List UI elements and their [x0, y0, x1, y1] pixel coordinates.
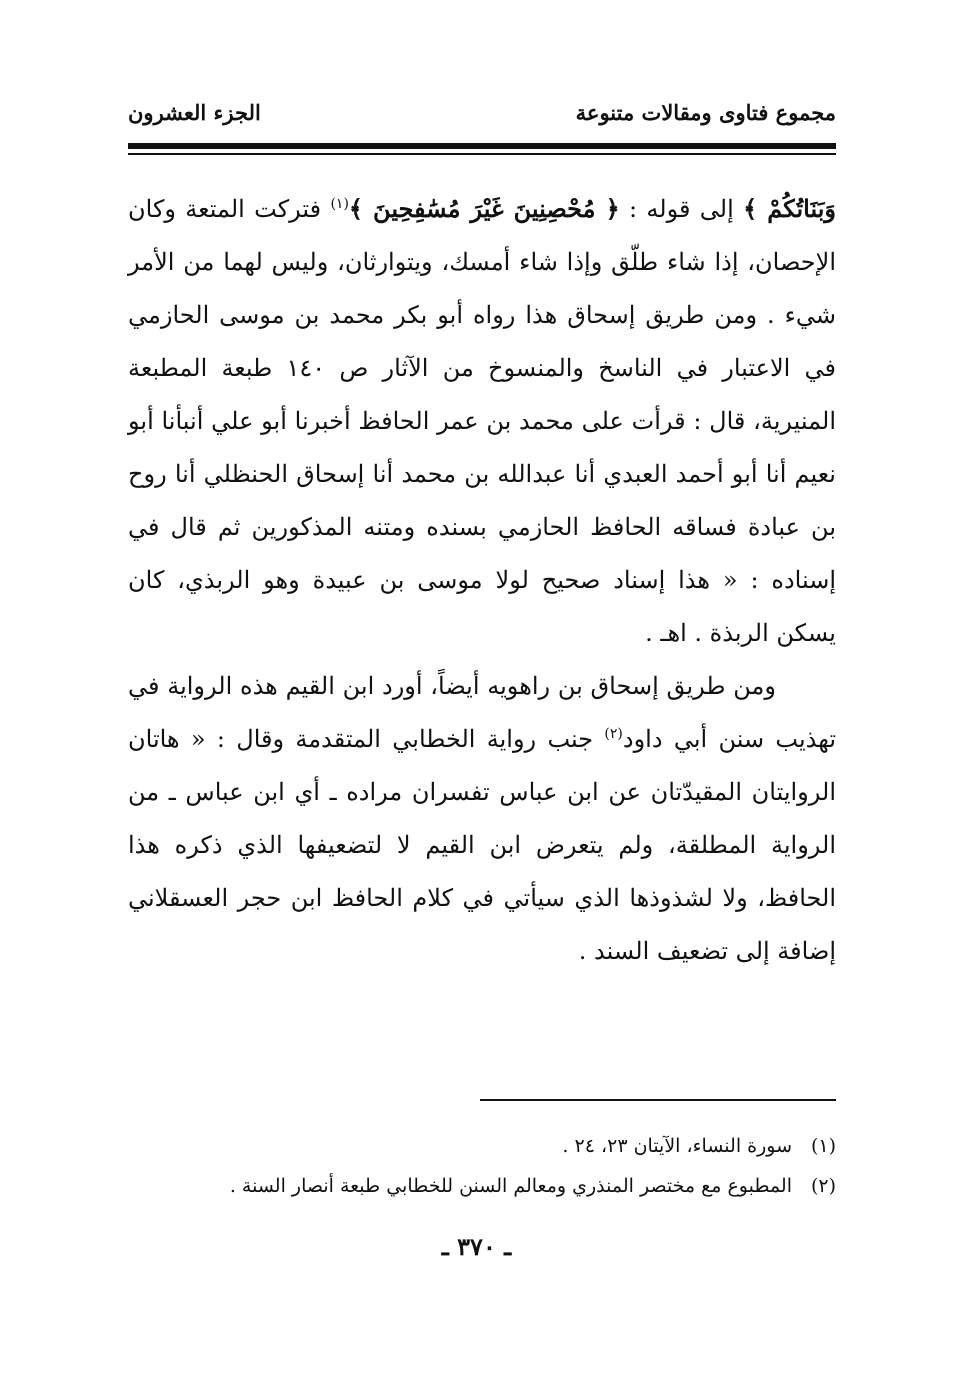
- footnote-text: المطبوع مع مختصر المنذري ومعالم السنن للخطابي طبعة أنصار السنة .: [229, 1175, 792, 1197]
- footnote-ref-2: (٢): [604, 726, 623, 742]
- book-title: مجموع فتاوى ومقالات متنوعة: [575, 100, 836, 125]
- footnote-separator: [480, 1099, 836, 1101]
- footnote-1: [128, 1126, 836, 1166]
- part-label: الجزء العشرون: [128, 100, 261, 125]
- paragraph-1-intro: إلى قوله :: [619, 195, 744, 223]
- footnote-ref-1: (١): [330, 196, 349, 212]
- main-text: [128, 182, 836, 978]
- page-number: ـ ٣٧٠ ـ: [441, 1232, 512, 1261]
- footnote-2: [128, 1166, 836, 1206]
- header-rule-thick: [128, 143, 836, 149]
- paragraph-1: [128, 182, 836, 660]
- paragraph-2-text: جنب رواية الخطابي المتقدمة وقال : « هاتان الروايتان المقيدّتان عن ابن عباس تفسران مراده ـ أي ابن عباس ـ من الرواية المطلقة، ولم يتعرض ابن القيم لا لتضعيفها الذي ذكره هذا الحافظ، ولا لشذوذها الذي سيأتي في كلام الحافظ ابن حجر العسقلاني إضافة إلى تضعيف السند .: [128, 725, 836, 965]
- quran-verse: ﴿ مُحْصِنِينَ غَيْرَ مُسَٰفِحِينَ ﴾: [348, 194, 620, 223]
- quran-fragment: وَبَنَاتُكُمْ ﴾: [743, 194, 836, 223]
- paragraph-1-text: فتركت المتعة وكان الإحصان، إذا شاء طلّق وإذا شاء أمسك، ويتوارثان، وليس لهما من الأمر شيء . ومن طريق إسحاق هذا رواه أبو بكر محمد بن موسى الحازمي في الاعتبار في الناسخ والمنسوخ من الآثار ص ١٤٠ طبعة المطبعة المنيرية، قال : قرأت على محمد بن عمر الحافظ أخبرنا أبو علي أنبأنا أبو نعيم أنا أبو أحمد العبدي أنا عبدالله بن محمد أنا إسحاق الحنظلي أنا روح بن عبادة فساقه الحافظ الحازمي بسنده ومتنه المذكورين ثم قال في إسناده : « هذا إسناد صحيح لولا موسى بن عبيدة وهو الربذي، كان يسكن الربذة . اهـ .: [128, 195, 836, 647]
- footnotes: [128, 1126, 836, 1206]
- footnote-number: (١): [810, 1135, 836, 1157]
- footnote-number: (٢): [810, 1175, 836, 1197]
- paragraph-2: [128, 660, 836, 978]
- paragraph-2-intro: ومن طريق إسحاق بن راهويه أيضاً، أورد ابن القيم هذه الرواية في تهذيب سنن أبي داود: [128, 672, 837, 753]
- footnote-text: سورة النساء، الآيتان ٢٣، ٢٤ .: [562, 1135, 792, 1157]
- header-rule-thin: [128, 153, 836, 155]
- running-header: [128, 100, 836, 136]
